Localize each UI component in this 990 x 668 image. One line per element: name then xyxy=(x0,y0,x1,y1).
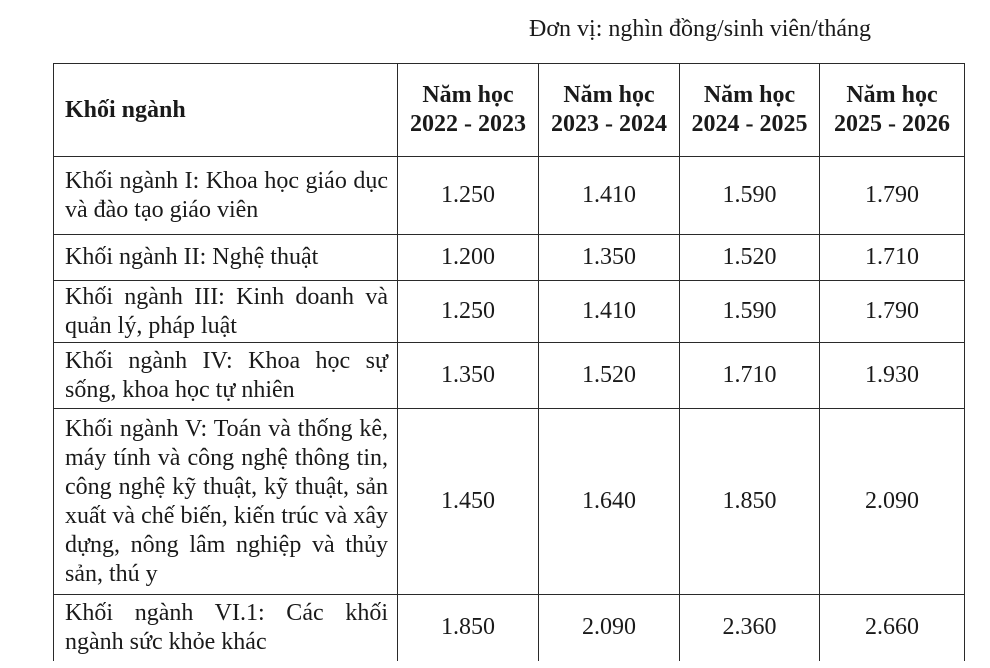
fee-cell: 1.590 xyxy=(680,281,820,343)
fee-cell: 1.450 xyxy=(398,409,539,595)
fee-cell: 1.850 xyxy=(398,595,539,661)
fee-cell: 1.640 xyxy=(539,409,680,595)
fee-cell: 1.790 xyxy=(820,281,965,343)
table-row xyxy=(54,409,965,595)
tuition-fee-table xyxy=(53,63,965,661)
fee-cell: 1.250 xyxy=(398,281,539,343)
table-row xyxy=(54,235,965,281)
fee-cell: 1.590 xyxy=(680,157,820,235)
fee-cell: 1.410 xyxy=(539,157,680,235)
fee-cell: 1.200 xyxy=(398,235,539,281)
table-row xyxy=(54,343,965,409)
fee-cell: 2.360 xyxy=(680,595,820,661)
fee-cell: 2.660 xyxy=(820,595,965,661)
fee-cell: 2.090 xyxy=(820,409,965,595)
group-name-cell: Khối ngành V: Toán và thống kê, máy tính và công nghệ thông tin, công nghệ kỹ thuật, kỹ thuật, sản xuất và chế biến, kiến trúc và xây dựng, nông lâm nghiệp và thủy sản, thú y xyxy=(54,409,398,595)
fee-cell: 1.520 xyxy=(680,235,820,281)
fee-cell: 2.090 xyxy=(539,595,680,661)
fee-cell: 1.520 xyxy=(539,343,680,409)
group-name-cell: Khối ngành VI.1: Các khối ngành sức khỏe khác xyxy=(54,595,398,661)
group-name-cell: Khối ngành IV: Khoa học sự sống, khoa học tự nhiên xyxy=(54,343,398,409)
unit-note: Đơn vị: nghìn đồng/sinh viên/tháng xyxy=(529,16,872,42)
group-name-cell: Khối ngành III: Kinh doanh và quản lý, pháp luật xyxy=(54,281,398,343)
table-row xyxy=(54,595,965,661)
group-name-cell: Khối ngành I: Khoa học giáo dục và đào tạo giáo viên xyxy=(54,157,398,235)
fee-cell: 1.350 xyxy=(539,235,680,281)
fee-cell: 1.250 xyxy=(398,157,539,235)
header-year-2024-2025: Năm học 2024 - 2025 xyxy=(680,64,820,157)
header-year-2025-2026: Năm học 2025 - 2026 xyxy=(820,64,965,157)
fee-cell: 1.850 xyxy=(680,409,820,595)
header-row xyxy=(54,64,965,157)
fee-cell: 1.790 xyxy=(820,157,965,235)
group-name-cell: Khối ngành II: Nghệ thuật xyxy=(54,235,398,281)
header-year-2023-2024: Năm học 2023 - 2024 xyxy=(539,64,680,157)
fee-cell: 1.930 xyxy=(820,343,965,409)
header-group: Khối ngành xyxy=(54,64,398,157)
header-year-2022-2023: Năm học 2022 - 2023 xyxy=(398,64,539,157)
table-row xyxy=(54,281,965,343)
fee-cell: 1.350 xyxy=(398,343,539,409)
fee-cell: 1.710 xyxy=(680,343,820,409)
fee-cell: 1.710 xyxy=(820,235,965,281)
fee-cell: 1.410 xyxy=(539,281,680,343)
table-row xyxy=(54,157,965,235)
